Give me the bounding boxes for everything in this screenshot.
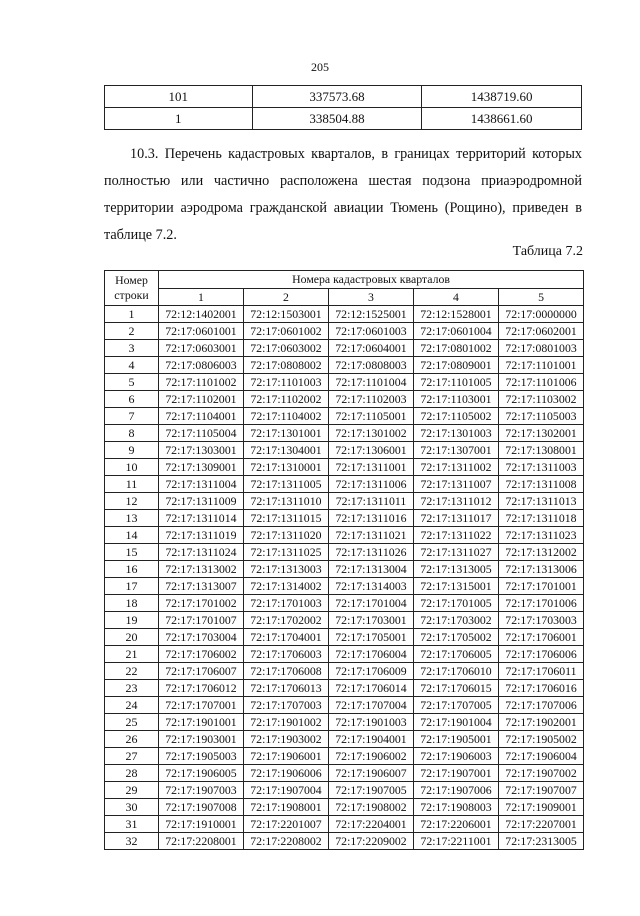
- row-number-cell: 22: [105, 663, 159, 680]
- cadastral-number-cell: 72:17:2206001: [414, 816, 499, 833]
- table-row: [105, 731, 584, 748]
- cadastral-number-cell: 72:17:1706003: [244, 646, 329, 663]
- cadastral-number-cell: 72:17:1907001: [414, 765, 499, 782]
- row-number-cell: 30: [105, 799, 159, 816]
- cadastral-number-cell: 72:17:1907002: [499, 765, 584, 782]
- cadastral-number-cell: 72:17:1311001: [329, 459, 414, 476]
- coords-cell: 1438719.60: [422, 86, 582, 108]
- cadastral-number-cell: 72:17:1701001: [499, 578, 584, 595]
- table-row: [105, 714, 584, 731]
- column-header: 2: [244, 289, 329, 306]
- cadastral-number-cell: 72:17:1101005: [414, 374, 499, 391]
- cadastral-number-cell: 72:17:1311007: [414, 476, 499, 493]
- cadastral-number-cell: 72:17:1706004: [329, 646, 414, 663]
- row-number-cell: 7: [105, 408, 159, 425]
- cadastral-number-cell: 72:17:1902001: [499, 714, 584, 731]
- cadastral-number-cell: 72:17:1306001: [329, 442, 414, 459]
- row-number-cell: 23: [105, 680, 159, 697]
- row-number-cell: 16: [105, 561, 159, 578]
- coords-cell: 1: [105, 108, 253, 130]
- body-paragraph: 10.3. Перечень кадастровых кварталов, в границах территорий которых полностью или частично расположена шестая подзона приаэродромной территории аэродрома гражданской авиации Тюмень (Рощино), приведен в таблице 7.2.: [104, 146, 582, 243]
- cadastral-number-cell: 72:17:1311004: [159, 476, 244, 493]
- table-row: [105, 340, 584, 357]
- cadastral-number-cell: 72:17:1706010: [414, 663, 499, 680]
- cadastral-number-cell: 72:17:1103001: [414, 391, 499, 408]
- row-number-cell: 24: [105, 697, 159, 714]
- cadastral-number-cell: 72:17:1313002: [159, 561, 244, 578]
- coords-cell: 101: [105, 86, 253, 108]
- cadastral-number-cell: 72:17:1901002: [244, 714, 329, 731]
- table-row: [105, 765, 584, 782]
- cadastral-number-cell: 72:17:1308001: [499, 442, 584, 459]
- cadastral-number-cell: 72:17:1901003: [329, 714, 414, 731]
- table-row: [105, 697, 584, 714]
- row-number-cell: 27: [105, 748, 159, 765]
- cadastral-number-cell: 72:17:1105002: [414, 408, 499, 425]
- cadastral-number-cell: 72:17:2208001: [159, 833, 244, 850]
- table-row: [105, 391, 584, 408]
- row-number-cell: 12: [105, 493, 159, 510]
- cadastral-number-cell: 72:17:1706002: [159, 646, 244, 663]
- row-number-cell: 18: [105, 595, 159, 612]
- cadastral-number-cell: 72:17:1314002: [244, 578, 329, 595]
- cadastral-number-cell: 72:17:1701007: [159, 612, 244, 629]
- row-number-cell: 29: [105, 782, 159, 799]
- cadastral-number-cell: 72:17:1311011: [329, 493, 414, 510]
- cadastral-number-cell: 72:17:1704001: [244, 629, 329, 646]
- cadastral-number-cell: 72:17:1311025: [244, 544, 329, 561]
- table-row: [105, 459, 584, 476]
- table-row: [105, 476, 584, 493]
- cadastral-number-cell: 72:17:1311027: [414, 544, 499, 561]
- cadastral-number-cell: 72:17:1311009: [159, 493, 244, 510]
- column-header: 3: [329, 289, 414, 306]
- coordinates-table: [104, 85, 582, 130]
- cadastral-number-cell: 72:17:0808003: [329, 357, 414, 374]
- table-row: [105, 663, 584, 680]
- cadastral-number-cell: 72:17:1906004: [499, 748, 584, 765]
- cadastral-number-cell: 72:17:1311008: [499, 476, 584, 493]
- cadastral-number-cell: 72:17:1706012: [159, 680, 244, 697]
- cadastral-number-cell: 72:17:1101003: [244, 374, 329, 391]
- row-number-cell: 13: [105, 510, 159, 527]
- cadastral-number-cell: 72:12:1402001: [159, 306, 244, 323]
- cadastral-number-cell: 72:17:1311006: [329, 476, 414, 493]
- cadastral-number-cell: 72:17:1302001: [499, 425, 584, 442]
- cadastral-quarters-table: [104, 270, 584, 850]
- cadastral-number-cell: 72:17:1101004: [329, 374, 414, 391]
- cadastral-number-cell: 72:17:0809001: [414, 357, 499, 374]
- cadastral-number-cell: 72:17:1311024: [159, 544, 244, 561]
- cadastral-number-cell: 72:17:0603001: [159, 340, 244, 357]
- row-number-cell: 31: [105, 816, 159, 833]
- cadastral-number-cell: 72:17:1303001: [159, 442, 244, 459]
- cadastral-number-cell: 72:17:1707001: [159, 697, 244, 714]
- cadastral-number-cell: 72:17:1101002: [159, 374, 244, 391]
- table-row: [105, 442, 584, 459]
- cadastral-number-cell: 72:17:0601004: [414, 323, 499, 340]
- cadastral-number-cell: 72:17:1311016: [329, 510, 414, 527]
- row-number-cell: 8: [105, 425, 159, 442]
- table-row: [105, 799, 584, 816]
- row-number-cell: 25: [105, 714, 159, 731]
- cadastral-number-cell: 72:17:1907004: [244, 782, 329, 799]
- cadastral-number-cell: 72:17:1906007: [329, 765, 414, 782]
- cadastral-number-cell: 72:17:1311018: [499, 510, 584, 527]
- cadastral-number-cell: 72:17:1706007: [159, 663, 244, 680]
- cadastral-number-cell: 72:17:1311013: [499, 493, 584, 510]
- table-row: [105, 629, 584, 646]
- row-number-cell: 15: [105, 544, 159, 561]
- cadastral-number-cell: 72:17:1311015: [244, 510, 329, 527]
- table-row: [105, 527, 584, 544]
- cadastral-number-cell: 72:17:1907008: [159, 799, 244, 816]
- coords-cell: 337573.68: [252, 86, 422, 108]
- cadastral-number-cell: 72:17:1703004: [159, 629, 244, 646]
- cadastral-number-cell: 72:17:1706013: [244, 680, 329, 697]
- cadastral-number-cell: 72:17:1313007: [159, 578, 244, 595]
- cadastral-number-cell: 72:17:1706005: [414, 646, 499, 663]
- cadastral-number-cell: 72:17:1701004: [329, 595, 414, 612]
- table-row: [105, 408, 584, 425]
- cadastral-number-cell: 72:17:1707005: [414, 697, 499, 714]
- cadastral-number-cell: 72:17:1301001: [244, 425, 329, 442]
- table-row: [105, 680, 584, 697]
- cadastral-number-cell: 72:17:1707004: [329, 697, 414, 714]
- cadastral-number-cell: 72:17:1311019: [159, 527, 244, 544]
- cadastral-number-cell: 72:17:1906005: [159, 765, 244, 782]
- cadastral-number-cell: 72:17:1102001: [159, 391, 244, 408]
- cadastral-number-cell: 72:17:1105003: [499, 408, 584, 425]
- cadastral-number-cell: 72:17:1904001: [329, 731, 414, 748]
- table-row: [105, 612, 584, 629]
- cadastral-number-cell: 72:17:1105004: [159, 425, 244, 442]
- cadastral-number-cell: 72:17:0604001: [329, 340, 414, 357]
- cadastral-number-cell: 72:17:1311002: [414, 459, 499, 476]
- row-number-cell: 1: [105, 306, 159, 323]
- table-row: [105, 425, 584, 442]
- cadastral-number-cell: 72:17:0601002: [244, 323, 329, 340]
- cadastral-number-cell: 72:17:1311022: [414, 527, 499, 544]
- cadastral-number-cell: 72:17:1907005: [329, 782, 414, 799]
- cadastral-number-cell: 72:17:0602001: [499, 323, 584, 340]
- group-header: Номера кадастровых кварталов: [159, 271, 584, 289]
- table-row: [105, 544, 584, 561]
- table-row: [105, 357, 584, 374]
- row-number-cell: 2: [105, 323, 159, 340]
- cadastral-number-cell: 72:17:1707003: [244, 697, 329, 714]
- cadastral-number-cell: 72:17:1701006: [499, 595, 584, 612]
- cadastral-number-cell: 72:17:1706016: [499, 680, 584, 697]
- cadastral-number-cell: 72:17:1707006: [499, 697, 584, 714]
- cadastral-number-cell: 72:17:1706009: [329, 663, 414, 680]
- row-number-cell: 21: [105, 646, 159, 663]
- cadastral-number-cell: 72:12:1503001: [244, 306, 329, 323]
- cadastral-number-cell: 72:17:2209002: [329, 833, 414, 850]
- row-number-cell: 10: [105, 459, 159, 476]
- cadastral-number-cell: 72:17:1701005: [414, 595, 499, 612]
- cadastral-number-cell: 72:17:1906002: [329, 748, 414, 765]
- cadastral-number-cell: 72:17:1301003: [414, 425, 499, 442]
- cadastral-number-cell: 72:17:1701002: [159, 595, 244, 612]
- cadastral-number-cell: 72:17:1103002: [499, 391, 584, 408]
- cadastral-number-cell: 72:17:2207001: [499, 816, 584, 833]
- cadastral-number-cell: 72:17:1311005: [244, 476, 329, 493]
- cadastral-number-cell: 72:17:0601003: [329, 323, 414, 340]
- cadastral-number-cell: 72:17:1703003: [499, 612, 584, 629]
- row-number-cell: 4: [105, 357, 159, 374]
- column-header: 5: [499, 289, 584, 306]
- cadastral-number-cell: 72:17:1907003: [159, 782, 244, 799]
- column-header: 1: [159, 289, 244, 306]
- cadastral-number-cell: 72:17:1311023: [499, 527, 584, 544]
- table-row: [105, 595, 584, 612]
- row-number-cell: 28: [105, 765, 159, 782]
- cadastral-number-cell: 72:12:1525001: [329, 306, 414, 323]
- cadastral-number-cell: 72:17:1701003: [244, 595, 329, 612]
- cadastral-number-cell: 72:17:0806003: [159, 357, 244, 374]
- table-row: [105, 782, 584, 799]
- cadastral-number-cell: 72:17:1906006: [244, 765, 329, 782]
- cadastral-number-cell: 72:17:1905002: [499, 731, 584, 748]
- table-row: [105, 323, 584, 340]
- row-number-cell: 19: [105, 612, 159, 629]
- cadastral-number-cell: 72:17:1702002: [244, 612, 329, 629]
- cadastral-number-cell: 72:17:1101006: [499, 374, 584, 391]
- cadastral-number-cell: 72:17:0603002: [244, 340, 329, 357]
- cadastral-number-cell: 72:17:1315001: [414, 578, 499, 595]
- cadastral-number-cell: 72:17:1905003: [159, 748, 244, 765]
- row-number-cell: 6: [105, 391, 159, 408]
- cadastral-number-cell: 72:17:1311003: [499, 459, 584, 476]
- cadastral-number-cell: 72:17:1901001: [159, 714, 244, 731]
- cadastral-number-cell: 72:17:1104001: [159, 408, 244, 425]
- row-number-cell: 3: [105, 340, 159, 357]
- cadastral-number-cell: 72:17:1104002: [244, 408, 329, 425]
- cadastral-number-cell: 72:17:1313004: [329, 561, 414, 578]
- cadastral-number-cell: 72:17:1311017: [414, 510, 499, 527]
- coords-cell: 1438661.60: [422, 108, 582, 130]
- cadastral-number-cell: 72:17:1706014: [329, 680, 414, 697]
- page-number: 205: [311, 60, 329, 74]
- row-number-cell: 20: [105, 629, 159, 646]
- cadastral-number-cell: 72:17:1309001: [159, 459, 244, 476]
- cadastral-number-cell: 72:17:1101001: [499, 357, 584, 374]
- cadastral-number-cell: 72:17:1706011: [499, 663, 584, 680]
- cadastral-number-cell: 72:17:1310001: [244, 459, 329, 476]
- cadastral-number-cell: 72:17:1313005: [414, 561, 499, 578]
- table-row: [105, 748, 584, 765]
- table-row: [105, 816, 584, 833]
- table-row: [105, 833, 584, 850]
- row-number-cell: 11: [105, 476, 159, 493]
- cadastral-number-cell: 72:17:2208002: [244, 833, 329, 850]
- cadastral-number-cell: 72:17:0801002: [414, 340, 499, 357]
- cadastral-number-cell: 72:17:1311020: [244, 527, 329, 544]
- table-row: [105, 646, 584, 663]
- table-row: [105, 306, 584, 323]
- cadastral-number-cell: 72:17:2201007: [244, 816, 329, 833]
- table-row: [105, 374, 584, 391]
- table-row: [105, 561, 584, 578]
- cadastral-number-cell: 72:17:1102002: [244, 391, 329, 408]
- row-number-cell: 32: [105, 833, 159, 850]
- cadastral-number-cell: 72:17:1706006: [499, 646, 584, 663]
- cadastral-number-cell: 72:17:1706001: [499, 629, 584, 646]
- cadastral-number-cell: 72:17:1703001: [329, 612, 414, 629]
- cadastral-number-cell: 72:17:1313003: [244, 561, 329, 578]
- column-header: 4: [414, 289, 499, 306]
- cadastral-number-cell: 72:17:0000000: [499, 306, 584, 323]
- cadastral-number-cell: 72:17:1311021: [329, 527, 414, 544]
- cadastral-number-cell: 72:17:1906001: [244, 748, 329, 765]
- cadastral-number-cell: 72:17:2211001: [414, 833, 499, 850]
- cadastral-number-cell: 72:17:1311026: [329, 544, 414, 561]
- cadastral-number-cell: 72:17:1908003: [414, 799, 499, 816]
- cadastral-number-cell: 72:17:1907006: [414, 782, 499, 799]
- table-row: [105, 510, 584, 527]
- coords-row: [105, 108, 582, 130]
- cadastral-number-cell: 72:17:1901004: [414, 714, 499, 731]
- cadastral-number-cell: 72:17:1304001: [244, 442, 329, 459]
- cadastral-number-cell: 72:17:1311010: [244, 493, 329, 510]
- cadastral-number-cell: 72:17:1102003: [329, 391, 414, 408]
- cadastral-number-cell: 72:17:1703002: [414, 612, 499, 629]
- coords-cell: 338504.88: [252, 108, 422, 130]
- cadastral-number-cell: 72:17:0801003: [499, 340, 584, 357]
- cadastral-number-cell: 72:17:1905001: [414, 731, 499, 748]
- table-row: [105, 578, 584, 595]
- cadastral-number-cell: 72:17:1307001: [414, 442, 499, 459]
- cadastral-number-cell: 72:17:1908002: [329, 799, 414, 816]
- cadastral-number-cell: 72:17:1706015: [414, 680, 499, 697]
- row-number-cell: 14: [105, 527, 159, 544]
- cadastral-number-cell: 72:17:0808002: [244, 357, 329, 374]
- cadastral-number-cell: 72:17:1311012: [414, 493, 499, 510]
- cadastral-number-cell: 72:17:1314003: [329, 578, 414, 595]
- table-row: [105, 493, 584, 510]
- cadastral-number-cell: 72:17:1705001: [329, 629, 414, 646]
- cadastral-number-cell: 72:17:2204001: [329, 816, 414, 833]
- cadastral-number-cell: 72:17:1301002: [329, 425, 414, 442]
- table-caption: Таблица 7.2: [512, 244, 583, 259]
- cadastral-number-cell: 72:12:1528001: [414, 306, 499, 323]
- row-number-cell: 17: [105, 578, 159, 595]
- cadastral-number-cell: 72:17:1909001: [499, 799, 584, 816]
- coords-row: [105, 86, 582, 108]
- cadastral-number-cell: 72:17:0601001: [159, 323, 244, 340]
- cadastral-number-cell: 72:17:1311014: [159, 510, 244, 527]
- row-number-cell: 26: [105, 731, 159, 748]
- cadastral-number-cell: 72:17:1705002: [414, 629, 499, 646]
- cadastral-number-cell: 72:17:2313005: [499, 833, 584, 850]
- row-number-cell: 5: [105, 374, 159, 391]
- cadastral-number-cell: 72:17:1910001: [159, 816, 244, 833]
- row-number-cell: 9: [105, 442, 159, 459]
- cadastral-number-cell: 72:17:1313006: [499, 561, 584, 578]
- cadastral-number-cell: 72:17:1906003: [414, 748, 499, 765]
- cadastral-number-cell: 72:17:1903001: [159, 731, 244, 748]
- row-number-header: Номер строки: [105, 271, 159, 306]
- cadastral-number-cell: 72:17:1908001: [244, 799, 329, 816]
- cadastral-number-cell: 72:17:1312002: [499, 544, 584, 561]
- cadastral-number-cell: 72:17:1907007: [499, 782, 584, 799]
- cadastral-number-cell: 72:17:1105001: [329, 408, 414, 425]
- cadastral-number-cell: 72:17:1706008: [244, 663, 329, 680]
- cadastral-number-cell: 72:17:1903002: [244, 731, 329, 748]
